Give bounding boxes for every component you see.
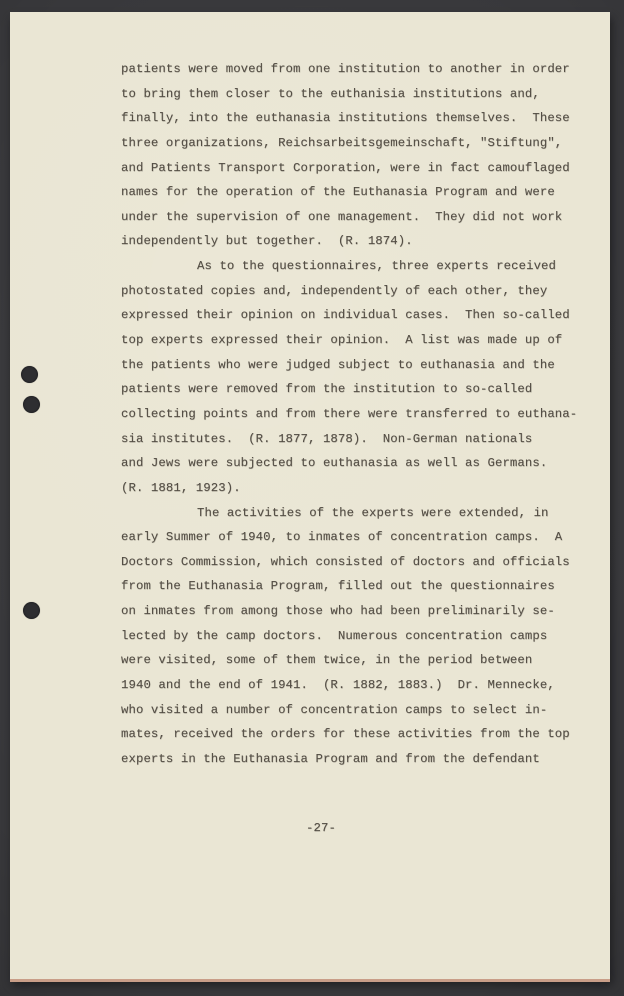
text-line: The activities of the experts were extended, in	[197, 505, 549, 520]
text-line: to bring them closer to the euthanisia institutions and,	[121, 86, 540, 101]
hole-punch	[23, 602, 40, 619]
text-line: As to the questionnaires, three experts received	[197, 259, 557, 274]
text-line: and Jews were subjected to euthanasia as well as Germans.	[121, 456, 548, 471]
text-line: photostated copies and, independently of each other, they	[121, 283, 548, 298]
hole-punch	[21, 366, 38, 383]
text-line: experts in the Euthanasia Program and from the defendant	[121, 751, 540, 766]
typewritten-text	[121, 57, 586, 772]
text-line: patients were removed from the institution to so-called	[121, 382, 533, 397]
text-line: names for the operation of the Euthanasia Program and were	[121, 185, 555, 200]
text-line: were visited, some of them twice, in the period between	[121, 653, 533, 668]
text-line: top experts expressed their opinion. A list was made up of	[121, 333, 563, 348]
text-line: independently but together. (R. 1874).	[121, 234, 413, 249]
text-line: Doctors Commission, which consisted of doctors and officials	[121, 554, 570, 569]
text-line: who visited a number of concentration camps to select in-	[121, 702, 548, 717]
paragraph	[121, 254, 586, 500]
text-line: lected by the camp doctors. Numerous concentration camps	[121, 628, 548, 643]
hole-punch	[23, 396, 40, 413]
text-line: sia institutes. (R. 1877, 1878). Non-German nationals	[121, 431, 533, 446]
text-line: under the supervision of one management. They did not work	[121, 209, 563, 224]
document-page	[10, 12, 610, 979]
text-line: mates, received the orders for these activities from the top	[121, 727, 570, 742]
page-number: -27-	[306, 821, 336, 835]
text-line: collecting points and from there were transferred to euthana-	[121, 406, 578, 421]
paragraph	[121, 501, 586, 772]
paragraph	[121, 57, 586, 254]
text-line: expressed their opinion on individual cases. Then so-called	[121, 308, 570, 323]
text-line: early Summer of 1940, to inmates of concentration camps. A	[121, 530, 563, 545]
text-line: 1940 and the end of 1941. (R. 1882, 1883.) Dr. Mennecke,	[121, 678, 555, 693]
text-line: on inmates from among those who had been preliminarily se-	[121, 604, 555, 619]
text-line: (R. 1881, 1923).	[121, 480, 241, 495]
text-line: patients were moved from one institution to another in order	[121, 62, 570, 76]
text-line: three organizations, Reichsarbeitsgemeinschaft, "Stiftung",	[121, 135, 563, 150]
text-line: finally, into the euthanasia institutions themselves. These	[121, 111, 570, 126]
text-line: and Patients Transport Corporation, were in fact camouflaged	[121, 160, 570, 175]
text-line: from the Euthanasia Program, filled out the questionnaires	[121, 579, 555, 594]
text-line: the patients who were judged subject to euthanasia and the	[121, 357, 555, 372]
